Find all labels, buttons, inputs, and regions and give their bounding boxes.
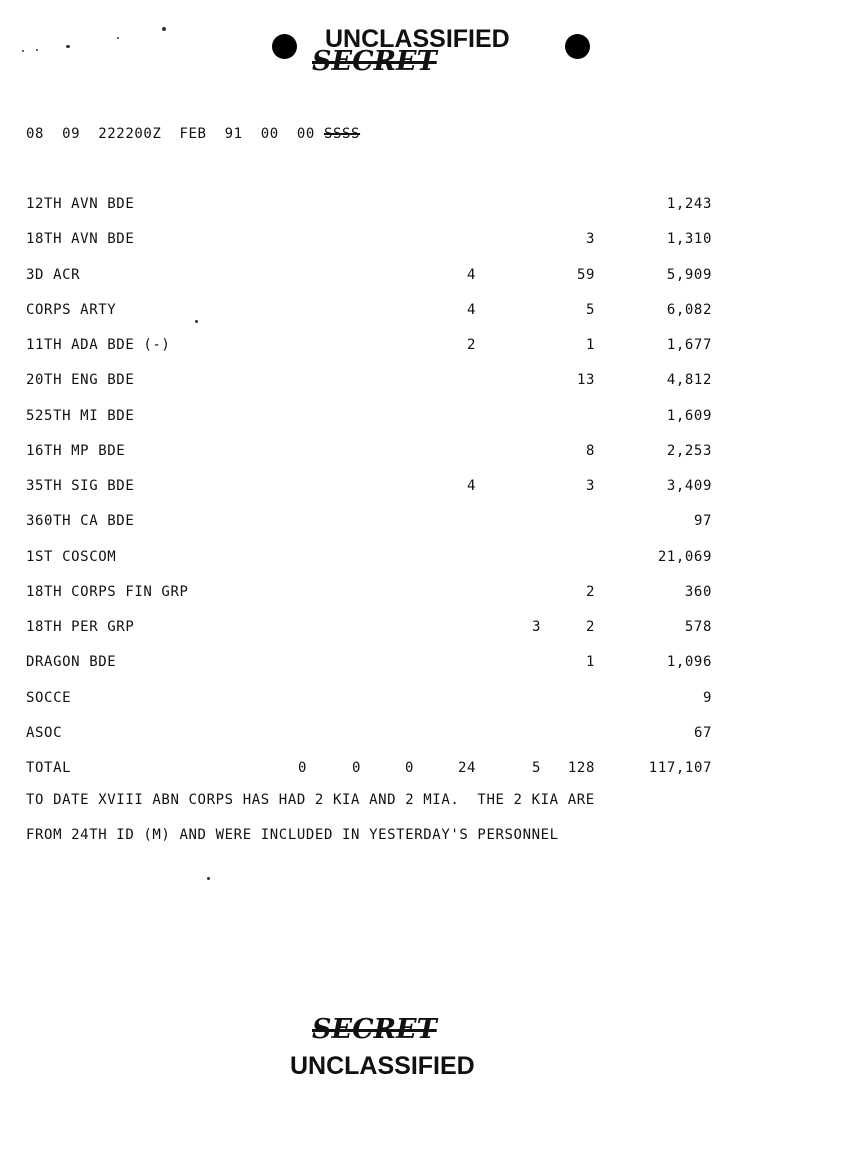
- scan-speck: [207, 877, 210, 880]
- col-6-value: 3: [585, 478, 595, 494]
- table-row: [0, 584, 850, 604]
- col-2-value: 0: [351, 760, 361, 776]
- scan-speck: [66, 45, 70, 48]
- table-row: [0, 549, 850, 569]
- unit-name: 35TH SIG BDE: [26, 478, 135, 494]
- col-5-value: 5: [531, 760, 541, 776]
- strength-value: 117,107: [648, 760, 712, 776]
- unit-name: 18TH PER GRP: [26, 619, 135, 635]
- unit-name: 1ST COSCOM: [26, 549, 117, 565]
- col-6-value: 1: [585, 337, 595, 353]
- note-line-2: FROM 24TH ID (M) AND WERE INCLUDED IN YESTERDAY'S PERSONNEL: [26, 827, 559, 843]
- table-row: [0, 302, 850, 322]
- classification-dot-left: [272, 34, 297, 59]
- header-struck-marking: SECRET: [312, 46, 437, 77]
- unit-name: 12TH AVN BDE: [26, 196, 135, 212]
- col-6-value: 2: [585, 584, 595, 600]
- scan-speck: [36, 49, 38, 51]
- unit-name: 18TH CORPS FIN GRP: [26, 584, 189, 600]
- strength-value: 360: [684, 584, 712, 600]
- table-row: [0, 267, 850, 287]
- unit-name: DRAGON BDE: [26, 654, 117, 670]
- strength-value: 1,609: [666, 408, 712, 424]
- footer-classification: UNCLASSIFIED: [290, 1052, 475, 1080]
- table-row: [0, 478, 850, 498]
- col-5-value: 3: [531, 619, 541, 635]
- strength-value: 578: [684, 619, 712, 635]
- col-4-value: 4: [466, 302, 476, 318]
- table-row: [0, 619, 850, 639]
- dtg-line: [26, 126, 360, 142]
- table-row: [0, 372, 850, 392]
- strength-value: 5,909: [666, 267, 712, 283]
- table-row: [0, 690, 850, 710]
- col-4-value: 4: [466, 478, 476, 494]
- col-6-value: 128: [567, 760, 595, 776]
- strength-value: 9: [702, 690, 712, 706]
- dtg-fields: 08 09 222200Z FEB 91 00 00: [26, 126, 324, 142]
- scan-speck: [162, 27, 166, 31]
- strength-value: 97: [693, 513, 712, 529]
- table-row: [0, 513, 850, 533]
- unit-name: 3D ACR: [26, 267, 81, 283]
- col-4-value: 4: [466, 267, 476, 283]
- note-line-1: TO DATE XVIII ABN CORPS HAS HAD 2 KIA AND 2 MIA. THE 2 KIA ARE: [26, 792, 595, 808]
- strength-value: 1,243: [666, 196, 712, 212]
- col-1-value: 0: [297, 760, 307, 776]
- scan-speck: [117, 37, 119, 39]
- strength-value: 1,096: [666, 654, 712, 670]
- table-row: [0, 231, 850, 251]
- col-6-value: 1: [585, 654, 595, 670]
- table-row: [0, 337, 850, 357]
- unit-name: 20TH ENG BDE: [26, 372, 135, 388]
- strength-value: 21,069: [657, 549, 712, 565]
- col-4-value: 2: [466, 337, 476, 353]
- table-row: [0, 443, 850, 463]
- col-6-value: 13: [576, 372, 595, 388]
- total-row: [0, 760, 850, 780]
- unit-name: 525TH MI BDE: [26, 408, 135, 424]
- unit-name: 360TH CA BDE: [26, 513, 135, 529]
- classification-dot-right: [565, 34, 590, 59]
- unit-name: CORPS ARTY: [26, 302, 117, 318]
- table-row: [0, 654, 850, 674]
- table-row: [0, 725, 850, 745]
- strength-value: 3,409: [666, 478, 712, 494]
- unit-name: SOCCE: [26, 690, 72, 706]
- strength-value: 67: [693, 725, 712, 741]
- unit-name: ASOC: [26, 725, 63, 741]
- strength-value: 1,310: [666, 231, 712, 247]
- unit-name: 16TH MP BDE: [26, 443, 126, 459]
- unit-name: 18TH AVN BDE: [26, 231, 135, 247]
- unit-name: 11TH ADA BDE (-): [26, 337, 171, 353]
- strength-value: 1,677: [666, 337, 712, 353]
- strength-value: 6,082: [666, 302, 712, 318]
- col-3-value: 0: [404, 760, 414, 776]
- scan-speck: [22, 50, 24, 52]
- footer-struck-marking: SECRET: [312, 1014, 437, 1045]
- strength-value: 4,812: [666, 372, 712, 388]
- table-row: [0, 408, 850, 428]
- col-6-value: 5: [585, 302, 595, 318]
- header-classification: UNCLASSIFIED: [325, 25, 510, 53]
- col-6-value: 59: [576, 267, 595, 283]
- col-4-value: 24: [457, 760, 476, 776]
- dtg-struck-code: SSSS: [323, 126, 361, 142]
- strength-value: 2,253: [666, 443, 712, 459]
- unit-name: TOTAL: [26, 760, 72, 776]
- col-6-value: 8: [585, 443, 595, 459]
- col-6-value: 2: [585, 619, 595, 635]
- col-6-value: 3: [585, 231, 595, 247]
- table-row: [0, 196, 850, 216]
